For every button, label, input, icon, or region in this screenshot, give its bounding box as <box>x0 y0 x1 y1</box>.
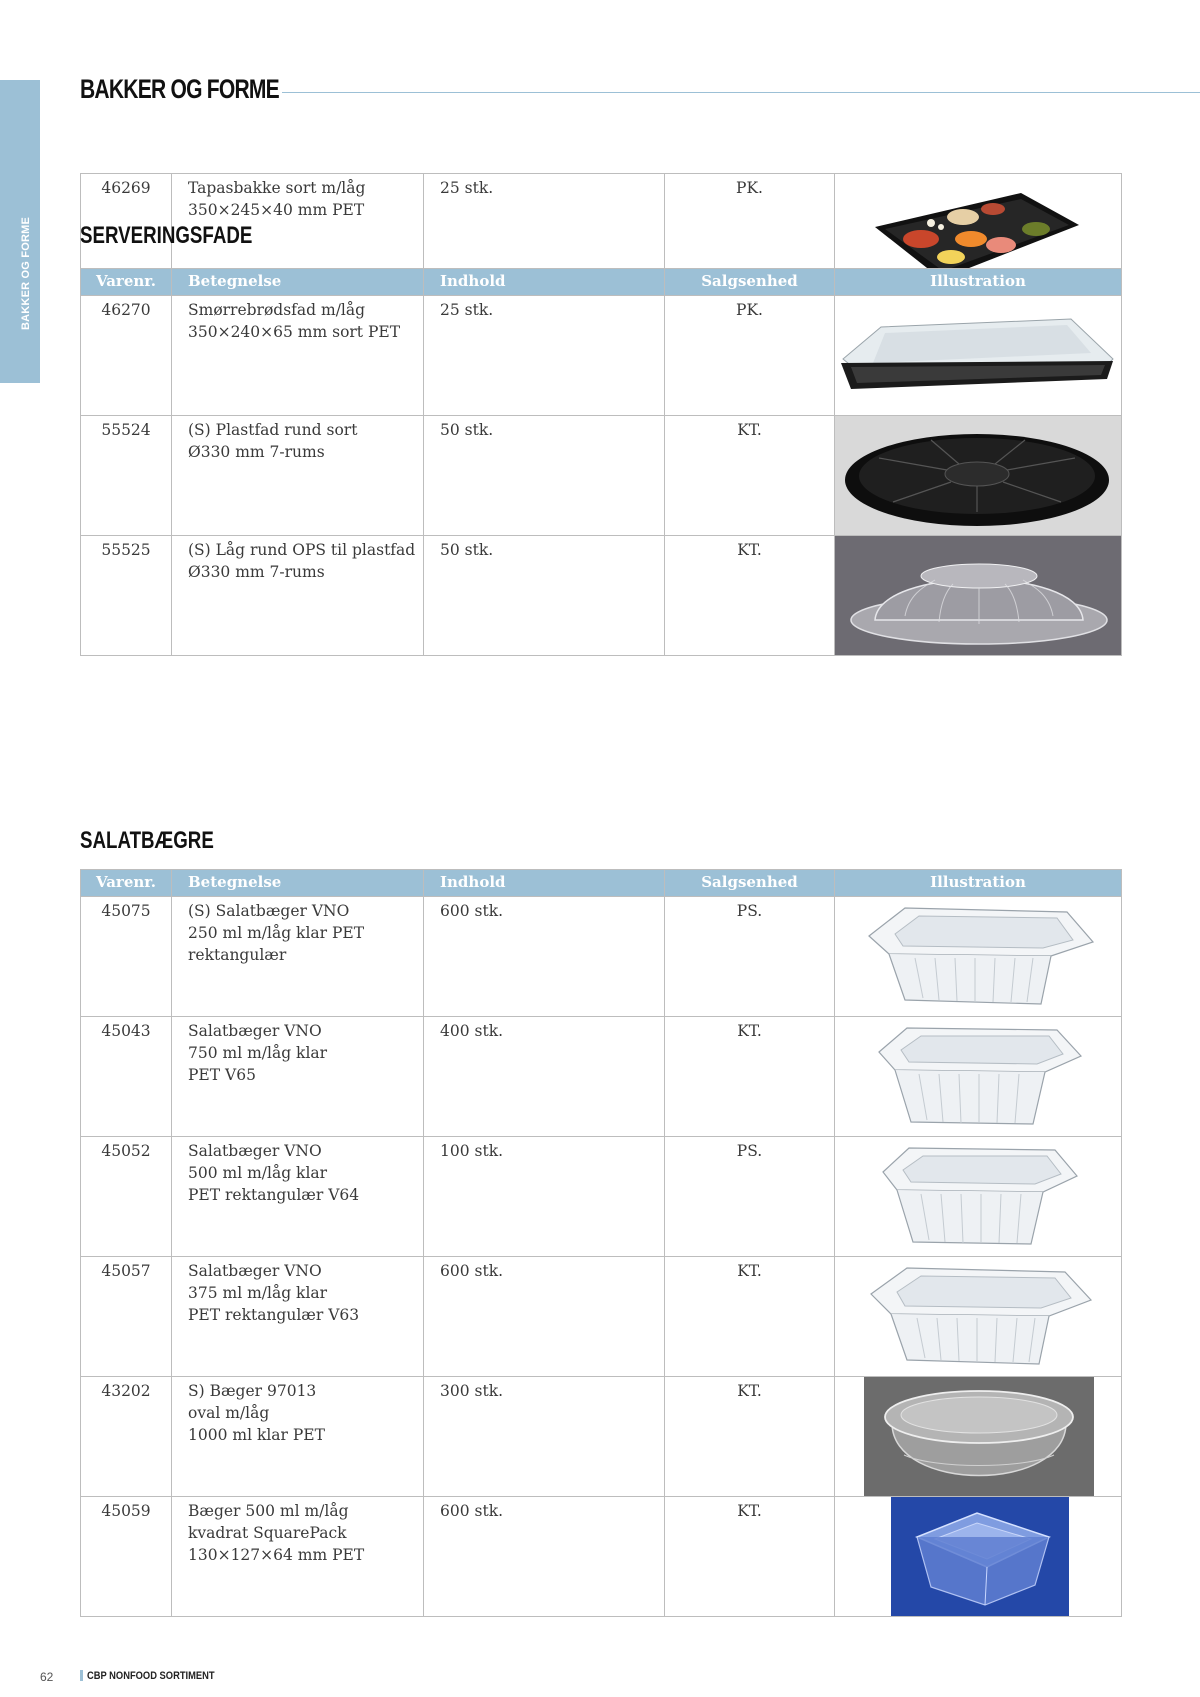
section-title-salatbaegre: SALATBÆGRE <box>80 827 214 854</box>
varenr-cell: 46270 <box>81 296 172 416</box>
salatbaegre-table <box>80 869 1122 1617</box>
header-salgsenhed: Salgsenhed <box>665 870 835 897</box>
header-indhold: Indhold <box>424 870 665 897</box>
salgsenhed-cell: PS. <box>665 897 835 1017</box>
header-salgsenhed: Salgsenhed <box>665 269 835 296</box>
illustration-cell <box>835 1377 1122 1497</box>
name-cell: Bæger 500 ml m/låg kvadrat SquarePack 130×127×64 mm PET <box>172 1497 424 1617</box>
table-row <box>81 1257 1122 1377</box>
name-cell: (S) Låg rund OPS til plastfad Ø330 mm 7-rums <box>172 536 424 656</box>
footer-accent <box>80 1670 83 1681</box>
salgsenhed-cell: KT. <box>665 536 835 656</box>
round-clear-lid-image <box>835 536 1122 655</box>
salgsenhed-cell: KT. <box>665 416 835 536</box>
clear-container-image <box>835 1017 1122 1136</box>
varenr-cell: 45043 <box>81 1017 172 1137</box>
varenr-cell: 46269 <box>81 174 172 294</box>
salgsenhed-cell: KT. <box>665 1497 835 1617</box>
salgsenhed-cell: PS. <box>665 1137 835 1257</box>
name-cell: S) Bæger 97013 oval m/låg 1000 ml klar PET <box>172 1377 424 1497</box>
illustration-cell <box>835 1257 1122 1377</box>
illustration-cell <box>835 416 1122 536</box>
salgsenhed-cell: KT. <box>665 1257 835 1377</box>
salgsenhed-cell: PK. <box>665 296 835 416</box>
salgsenhed-cell: KT. <box>665 1017 835 1137</box>
header-indhold: Indhold <box>424 269 665 296</box>
clear-container-image <box>835 1257 1122 1376</box>
name-cell: Salatbæger VNO 750 ml m/låg klar PET V65 <box>172 1017 424 1137</box>
indhold-cell: 600 stk. <box>424 1257 665 1377</box>
table-row <box>81 536 1122 656</box>
table-row <box>81 1497 1122 1617</box>
varenr-cell: 45059 <box>81 1497 172 1617</box>
clear-container-image <box>835 897 1122 1016</box>
indhold-cell: 400 stk. <box>424 1017 665 1137</box>
table-row <box>81 897 1122 1017</box>
indhold-cell: 50 stk. <box>424 416 665 536</box>
table-header <box>81 269 1122 296</box>
table-row <box>81 1017 1122 1137</box>
table-row <box>81 416 1122 536</box>
table-header <box>81 870 1122 897</box>
serveringsfade-table <box>80 268 1122 656</box>
varenr-cell: 55524 <box>81 416 172 536</box>
illustration-cell <box>835 897 1122 1017</box>
illustration-cell <box>835 1497 1122 1617</box>
name-cell: Salatbæger VNO 375 ml m/låg klar PET rektangulær V63 <box>172 1257 424 1377</box>
header-betegnelse: Betegnelse <box>172 870 424 897</box>
indhold-cell: 600 stk. <box>424 897 665 1017</box>
salgsenhed-cell: KT. <box>665 1377 835 1497</box>
header-betegnelse: Betegnelse <box>172 269 424 296</box>
illustration-cell <box>835 1017 1122 1137</box>
varenr-cell: 45075 <box>81 897 172 1017</box>
round-black-platter-image <box>835 416 1122 535</box>
header-illustration: Illustration <box>835 269 1122 296</box>
name-cell: Smørrebrødsfad m/låg 350×240×65 mm sort PET <box>172 296 424 416</box>
indhold-cell: 25 stk. <box>424 296 665 416</box>
salgsenhed-cell: PK. <box>665 174 835 294</box>
indhold-cell: 50 stk. <box>424 536 665 656</box>
name-cell: Salatbæger VNO 500 ml m/låg klar PET rektangulær V64 <box>172 1137 424 1257</box>
section-title-serveringsfade: SERVERINGSFADE <box>80 222 253 249</box>
varenr-cell: 55525 <box>81 536 172 656</box>
header-illustration: Illustration <box>835 870 1122 897</box>
page-number: 62 <box>40 1670 54 1684</box>
illustration-cell <box>835 296 1122 416</box>
side-tab-label: BAKKER OG FORME <box>20 217 32 330</box>
indhold-cell: 25 stk. <box>424 174 665 294</box>
footer-label: CBP NONFOOD SORTIMENT <box>87 1670 215 1682</box>
name-cell: Tapasbakke sort m/låg 350×245×40 mm PET <box>172 174 424 294</box>
varenr-cell: 43202 <box>81 1377 172 1497</box>
header-varenr: Varenr. <box>81 269 172 296</box>
oval-container-image <box>864 1377 1094 1496</box>
indhold-cell: 100 stk. <box>424 1137 665 1257</box>
illustration-cell <box>835 1137 1122 1257</box>
name-cell: (S) Salatbæger VNO 250 ml m/låg klar PET rektangulær <box>172 897 424 1017</box>
header-varenr: Varenr. <box>81 870 172 897</box>
name-cell: (S) Plastfad rund sort Ø330 mm 7-rums <box>172 416 424 536</box>
varenr-cell: 45052 <box>81 1137 172 1257</box>
indhold-cell: 600 stk. <box>424 1497 665 1617</box>
title-rule <box>282 92 1200 93</box>
clear-container-image <box>835 1137 1122 1256</box>
table-row <box>81 1137 1122 1257</box>
table-row <box>81 1377 1122 1497</box>
illustration-cell <box>835 536 1122 656</box>
table-row <box>81 296 1122 416</box>
indhold-cell: 300 stk. <box>424 1377 665 1497</box>
varenr-cell: 45057 <box>81 1257 172 1377</box>
platter-lid-image <box>835 296 1122 415</box>
page-title: BAKKER OG FORME <box>80 74 279 104</box>
square-pack-image <box>891 1497 1069 1616</box>
